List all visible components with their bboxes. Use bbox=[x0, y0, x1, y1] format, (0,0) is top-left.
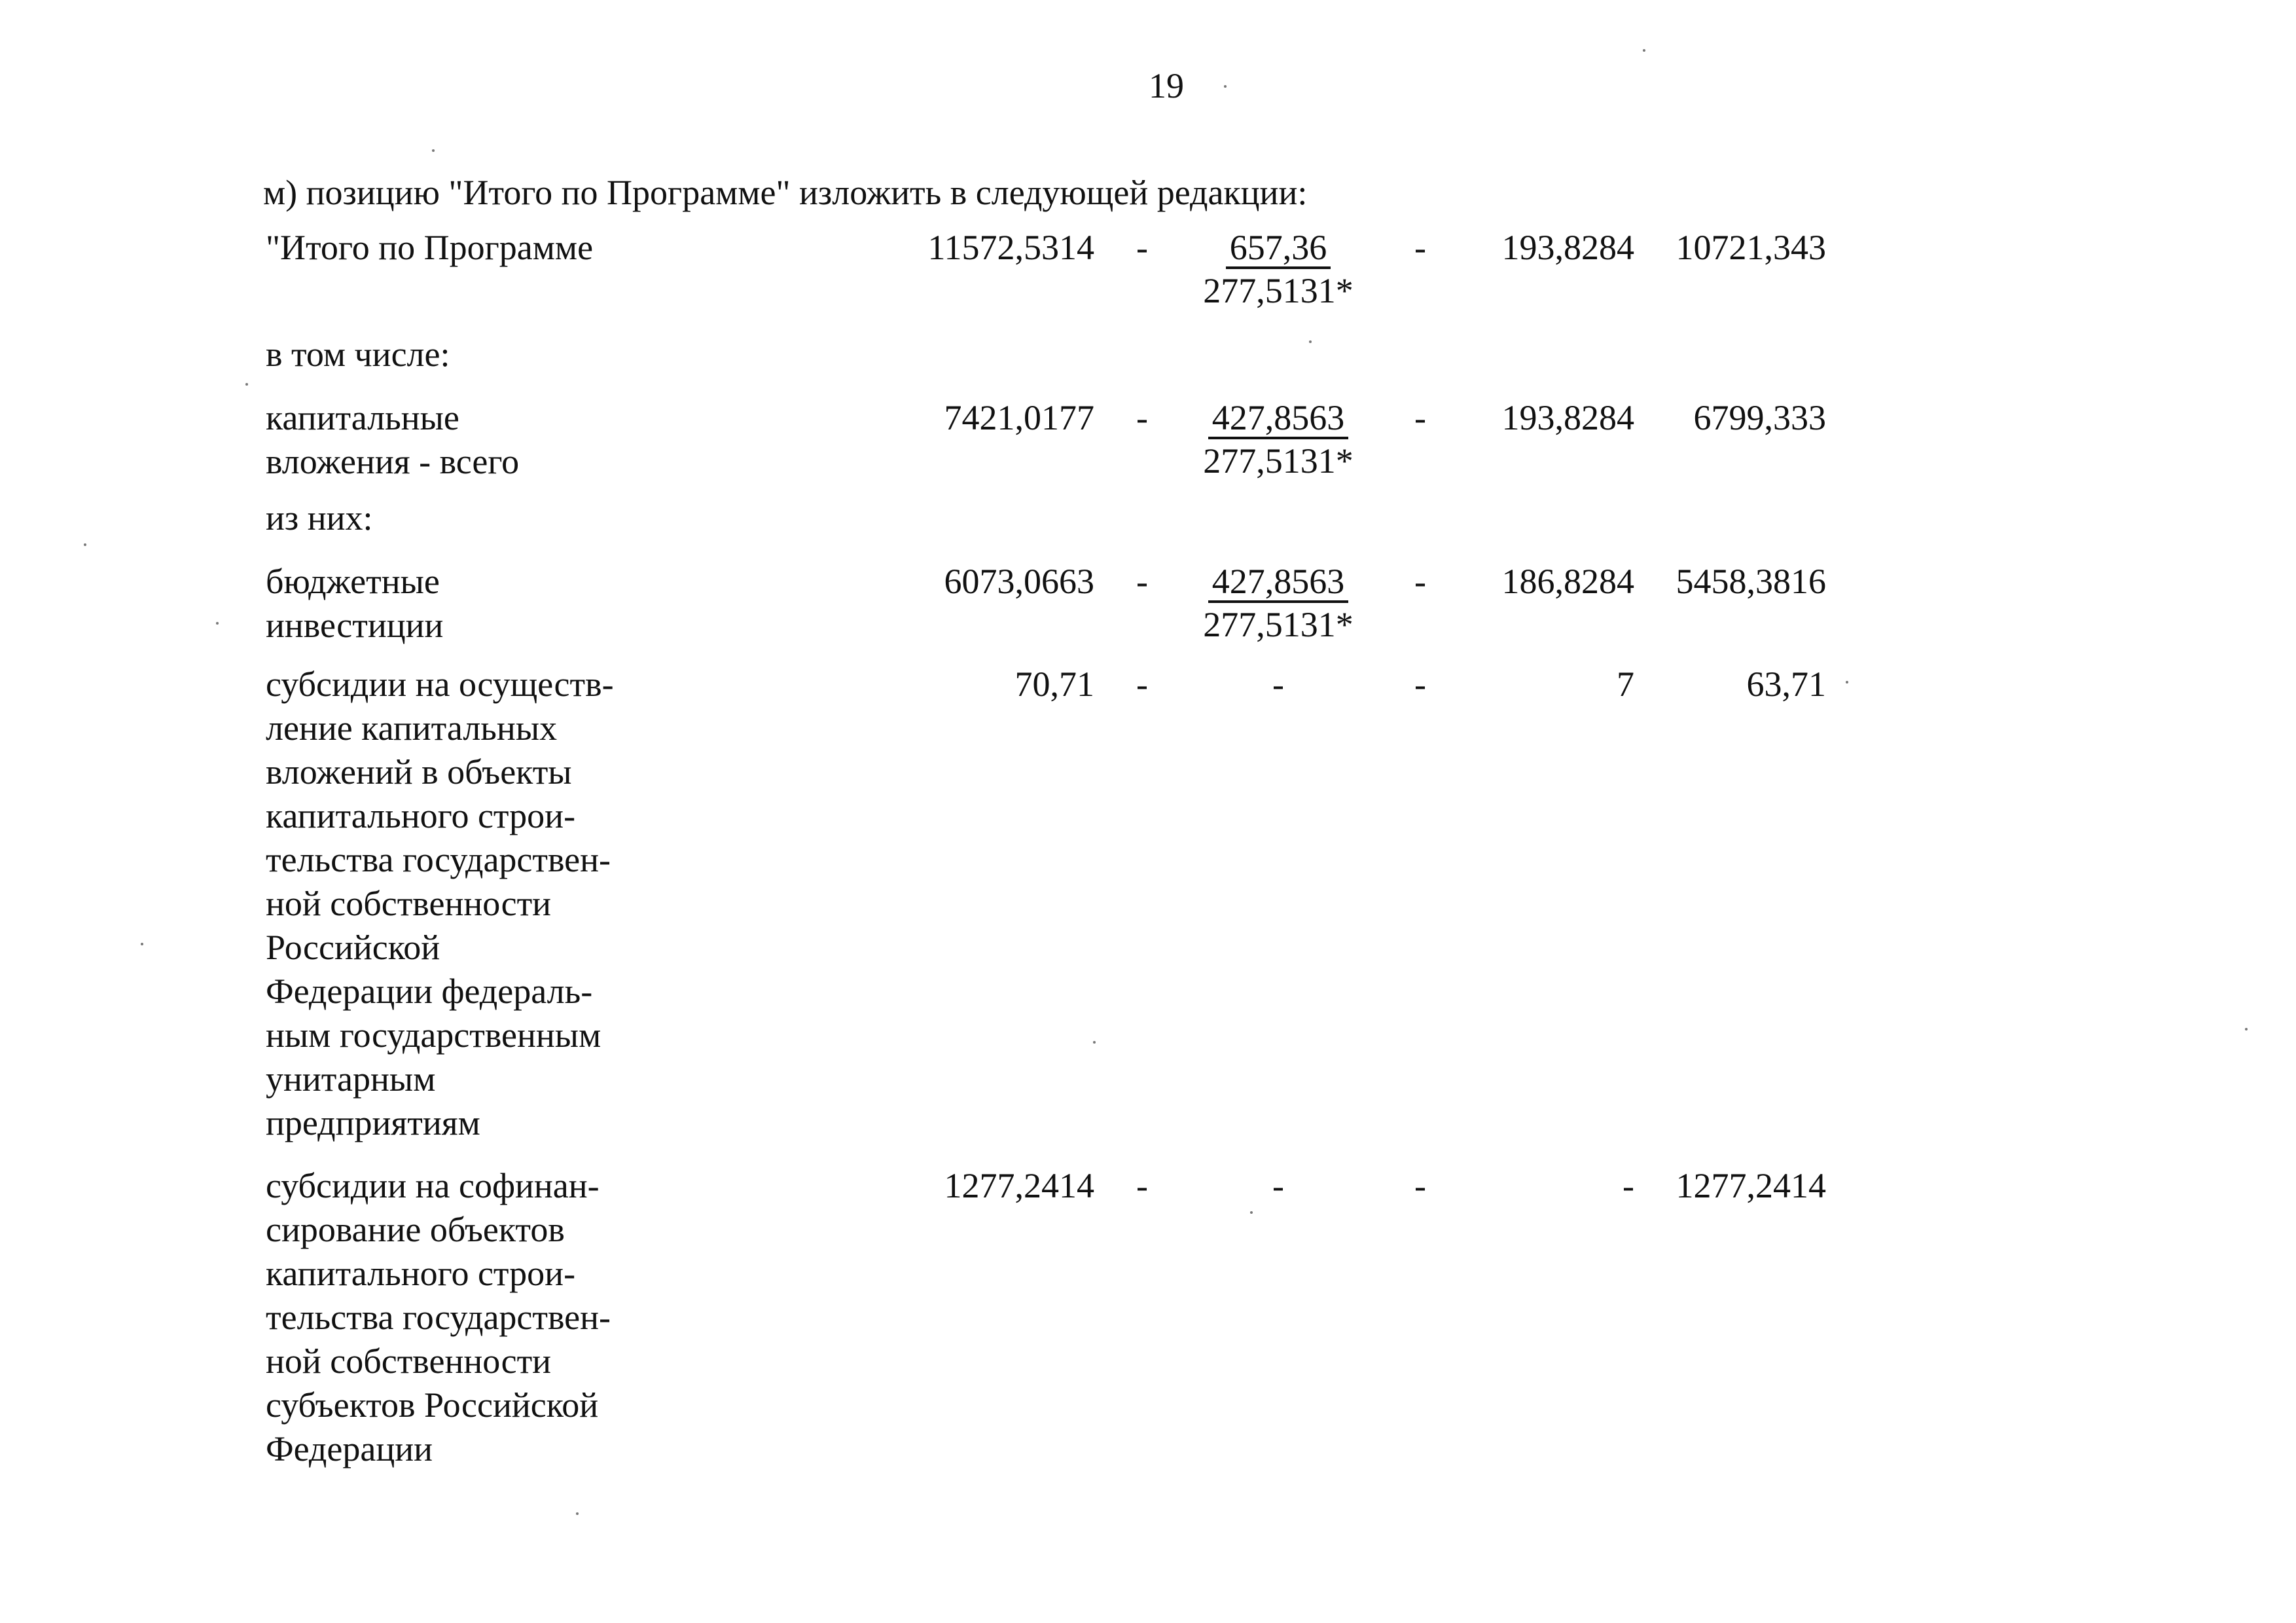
cell-col3: - bbox=[1272, 1166, 1284, 1205]
row-label: "Итого по Программе bbox=[266, 228, 594, 267]
cell-col2: - bbox=[1136, 562, 1148, 601]
fraction-numerator: 427,8563 bbox=[1208, 562, 1349, 603]
row-label: в том числе: bbox=[266, 335, 450, 374]
scan-speck bbox=[84, 543, 86, 546]
cell-col5: - bbox=[1623, 1166, 1634, 1205]
intro-paragraph: м) позицию "Итого по Программе" изложить в следующей редакции: bbox=[263, 173, 1308, 212]
cell-col1: 70,71 bbox=[1014, 665, 1094, 704]
cell-col4: - bbox=[1414, 562, 1426, 601]
cell-col4: - bbox=[1414, 228, 1426, 267]
scan-speck bbox=[1846, 681, 1848, 684]
row-label: капитальные вложения - всего bbox=[266, 398, 520, 481]
cell-col5: 193,8284 bbox=[1501, 398, 1634, 437]
cell-col3: - bbox=[1272, 665, 1284, 704]
fraction-numerator: 657,36 bbox=[1226, 228, 1331, 269]
cell-col4: - bbox=[1414, 665, 1426, 704]
cell-col4: - bbox=[1414, 1166, 1426, 1205]
cell-col2: - bbox=[1136, 228, 1148, 267]
fraction-denominator: 277,5131* bbox=[1203, 605, 1354, 644]
scan-speck bbox=[1250, 1211, 1253, 1214]
cell-col2: - bbox=[1136, 398, 1148, 437]
scan-speck bbox=[1309, 340, 1312, 343]
fraction-denominator: 277,5131* bbox=[1203, 441, 1354, 481]
scan-speck bbox=[1093, 1041, 1096, 1044]
cell-col1: 1277,2414 bbox=[944, 1166, 1094, 1205]
scan-speck bbox=[216, 622, 219, 625]
cell-col5: 193,8284 bbox=[1501, 228, 1634, 267]
cell-col6: 10721,343 bbox=[1676, 228, 1826, 267]
cell-col2: - bbox=[1136, 665, 1148, 704]
cell-col3-fraction bbox=[1190, 396, 1367, 482]
cell-col6: 5458,3816 bbox=[1676, 562, 1826, 601]
cell-col1: 11572,5314 bbox=[927, 228, 1094, 267]
cell-col3-fraction bbox=[1190, 560, 1367, 646]
cell-col2: - bbox=[1136, 1166, 1148, 1205]
row-label: из них: bbox=[266, 498, 373, 538]
cell-col6: 1277,2414 bbox=[1676, 1166, 1826, 1205]
scan-speck bbox=[1224, 85, 1227, 88]
cell-col5: 186,8284 bbox=[1501, 562, 1634, 601]
row-label: субсидии на осуществ- ление капитальных вложений в объекты капитального строи- тельства государствен- ной собственности Российской Федерации федераль- ным государственным унитарным предприятиям bbox=[266, 665, 614, 1142]
cell-col6: 6799,333 bbox=[1693, 398, 1826, 437]
cell-col1: 7421,0177 bbox=[944, 398, 1094, 437]
scan-speck bbox=[1643, 49, 1645, 52]
scan-speck bbox=[576, 1512, 579, 1515]
fraction-denominator: 277,5131* bbox=[1203, 271, 1354, 310]
cell-col4: - bbox=[1414, 398, 1426, 437]
fraction-numerator: 427,8563 bbox=[1208, 399, 1349, 439]
row-label: бюджетные инвестиции bbox=[266, 562, 444, 645]
cell-col5: 7 bbox=[1617, 665, 1634, 704]
cell-col6: 63,71 bbox=[1746, 665, 1826, 704]
cell-col1: 6073,0663 bbox=[944, 562, 1094, 601]
row-label: субсидии на софинан- сирование объектов капитального строи- тельства государствен- ной собственности субъектов Российской Федерации bbox=[266, 1166, 611, 1468]
scan-speck bbox=[2245, 1028, 2248, 1030]
scan-speck bbox=[432, 149, 435, 152]
cell-col3-fraction bbox=[1190, 226, 1367, 312]
scan-speck bbox=[141, 943, 143, 945]
page-number: 19 bbox=[1149, 66, 1184, 105]
scan-speck bbox=[245, 383, 248, 386]
